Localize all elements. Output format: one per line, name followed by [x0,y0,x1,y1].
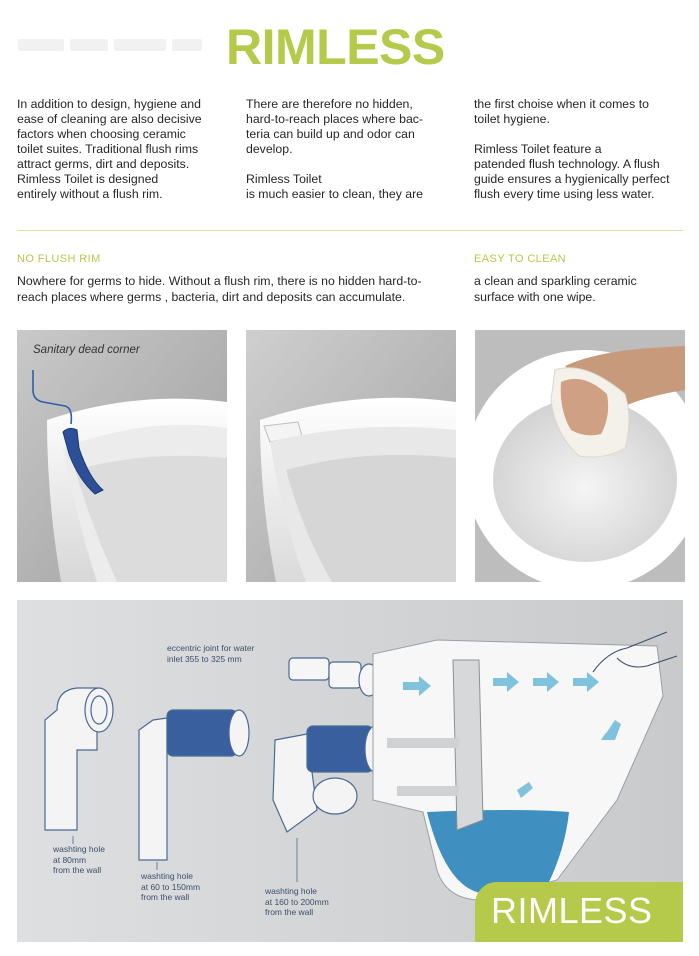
section-divider [17,230,683,231]
page-title: RIMLESS [226,19,445,75]
easy-to-clean-text: a clean and sparkling ceramic surface with one wipe. [474,274,637,304]
photo-hand-wiping [475,330,685,582]
rimless-badge-text: RIMLESS [491,890,653,931]
intro-paragraph-3: the first choise when it comes to toilet hygiene. Rimless Toilet feature a patended flush technology. A flush guide ensures a hygienically perfect flush every time using less water. [474,97,670,201]
installation-diagram [17,600,683,942]
intro-paragraph-2: There are therefore no hidden, hard-to-reach places where bac- teria can build up and odor can develop. Rimless Toilet is much easier to clean, they are [246,97,424,201]
intro-column-1 [17,97,229,202]
rimless-badge [475,882,683,942]
washing-hole-160-200-label: washting hole at 160 to 200mm from the wall [265,886,329,917]
no-flush-rim-text: Nowhere for germs to hide. Without a flush rim, there is no hidden hard-to- reach places where germs , bacteria, dirt and deposits can accumulate. [17,274,422,304]
intro-column-2 [246,97,458,202]
no-flush-rim-heading: NO FLUSH RIM [17,253,101,265]
intro-column-3 [474,97,689,202]
photo-rimless-section [246,330,456,582]
washing-hole-80-label: washting hole at 80mm from the wall [53,844,105,875]
dead-corner-label: Sanitary dead corner [33,344,140,356]
washing-hole-60-150-label: washting hole at 60 to 150mm from the wall [141,871,201,902]
eccentric-joint-label: eccentric joint for water inlet 355 to 325 mm [167,643,255,664]
intro-paragraph-1: In addition to design, hygiene and ease of cleaning are also decisive factors when choosing ceramic toilet suites. Traditional flush rims attract germs, dirt and deposits. Rimless Toilet is designed entirely without a flush rim. [17,97,202,201]
easy-to-clean-heading: EASY TO CLEAN [474,253,567,265]
brand-logo-faded [18,38,218,58]
photo-traditional-rim [17,330,227,582]
